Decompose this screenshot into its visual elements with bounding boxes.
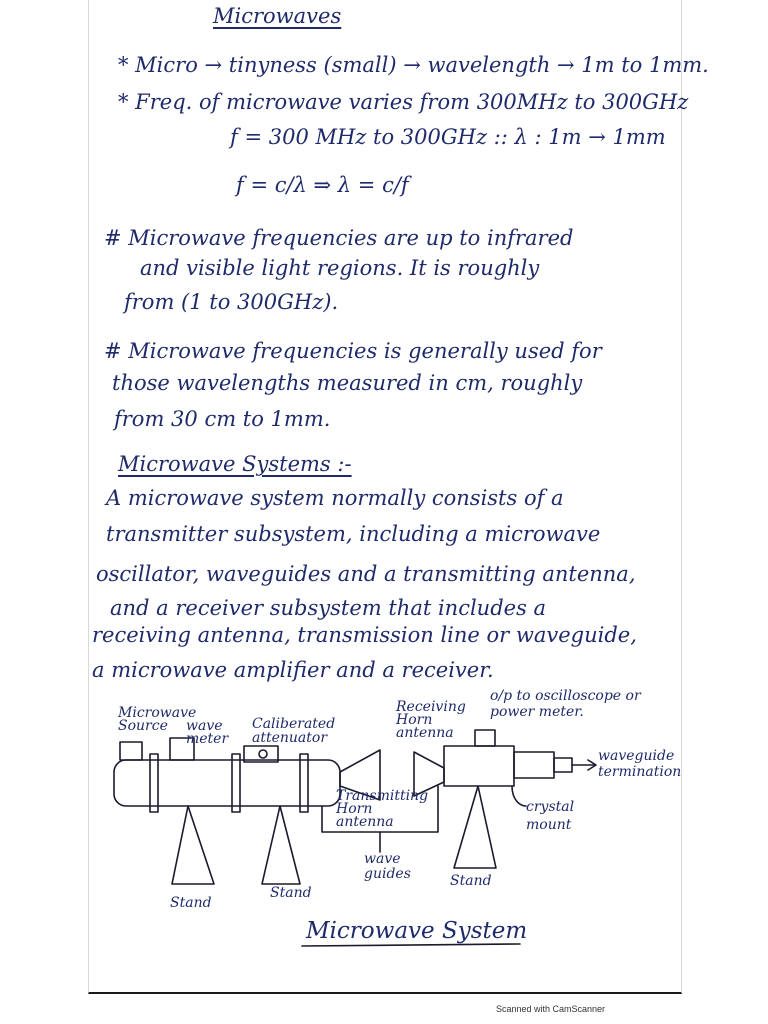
waveguide-termination-cap	[554, 758, 572, 772]
label-stand-middle: Stand	[270, 885, 312, 901]
note-line-8: # Microwave frequencies is generally used for	[104, 339, 602, 363]
page-title: Microwaves	[213, 4, 342, 28]
label-crystal-mount: crystal mount	[526, 799, 575, 833]
label-wave-meter: wave meter	[186, 718, 229, 747]
section-heading: Microwave Systems :-	[118, 452, 352, 476]
label-output: o/p to oscilloscope or power meter.	[490, 688, 641, 720]
label-stand-left: Stand	[170, 895, 212, 911]
label-attenuator: Caliberated attenuator	[252, 716, 336, 746]
note-line-2: * Freq. of microwave varies from 300MHz to 300GHz	[118, 90, 689, 114]
note-line-5: # Microwave frequencies are up to infrared	[104, 226, 574, 250]
detector-output-block	[475, 730, 495, 746]
crystal-mount-hook	[512, 786, 526, 806]
note-line-7: from (1 to 300GHz).	[124, 290, 339, 314]
note-line-3: f = 300 MHz to 300GHz :: λ : 1m → 1mm	[230, 125, 666, 149]
note-line-1: * Micro → tinyness (small) → wavelength → 1m to 1mm.	[118, 53, 709, 77]
microwave-source-block	[120, 742, 142, 760]
clamp-ring	[150, 754, 158, 812]
paragraph-line-2: transmitter subsystem, including a microwave	[106, 522, 601, 546]
paragraph-line-5: receiving antenna, transmission line or waveguide,	[92, 623, 637, 647]
stand-middle	[262, 806, 300, 884]
note-line-10: from 30 cm to 1mm.	[114, 407, 331, 431]
diagram-caption: Microwave System	[306, 918, 528, 944]
stand-right	[454, 786, 496, 868]
stand-left	[172, 806, 214, 884]
label-receiving-horn: Receiving Horn antenna	[396, 699, 466, 741]
waveguide-body-left	[114, 760, 340, 806]
label-stand-right: Stand	[450, 873, 492, 889]
formula-line: f = c/λ ⇒ λ = c/f	[236, 173, 409, 197]
waveguide-end	[514, 752, 554, 778]
attenuator-knob	[259, 750, 267, 758]
note-line-6: and visible light regions. It is roughly	[140, 256, 540, 280]
scanner-watermark: Scanned with CamScanner	[496, 1004, 606, 1014]
waveguide-body-right	[444, 746, 514, 786]
paragraph-line-4: and a receiver subsystem that includes a	[110, 596, 547, 620]
clamp-ring	[300, 754, 308, 812]
paragraph-line-3: oscillator, waveguides and a transmitting antenna,	[96, 562, 636, 586]
label-microwave-source: Microwave Source	[118, 705, 197, 734]
label-wave-guides: wave guides	[364, 851, 411, 882]
clamp-ring	[232, 754, 240, 812]
label-waveguide-termination: waveguide termination	[598, 748, 682, 780]
label-transmitting-horn: Transmitting Horn antenna	[336, 788, 429, 830]
note-line-9: those wavelengths measured in cm, roughly	[112, 371, 583, 395]
caption-underline	[302, 944, 520, 946]
paragraph-line-1: A microwave system normally consists of a	[106, 486, 564, 510]
paragraph-line-6: a microwave amplifier and a receiver.	[92, 658, 494, 682]
